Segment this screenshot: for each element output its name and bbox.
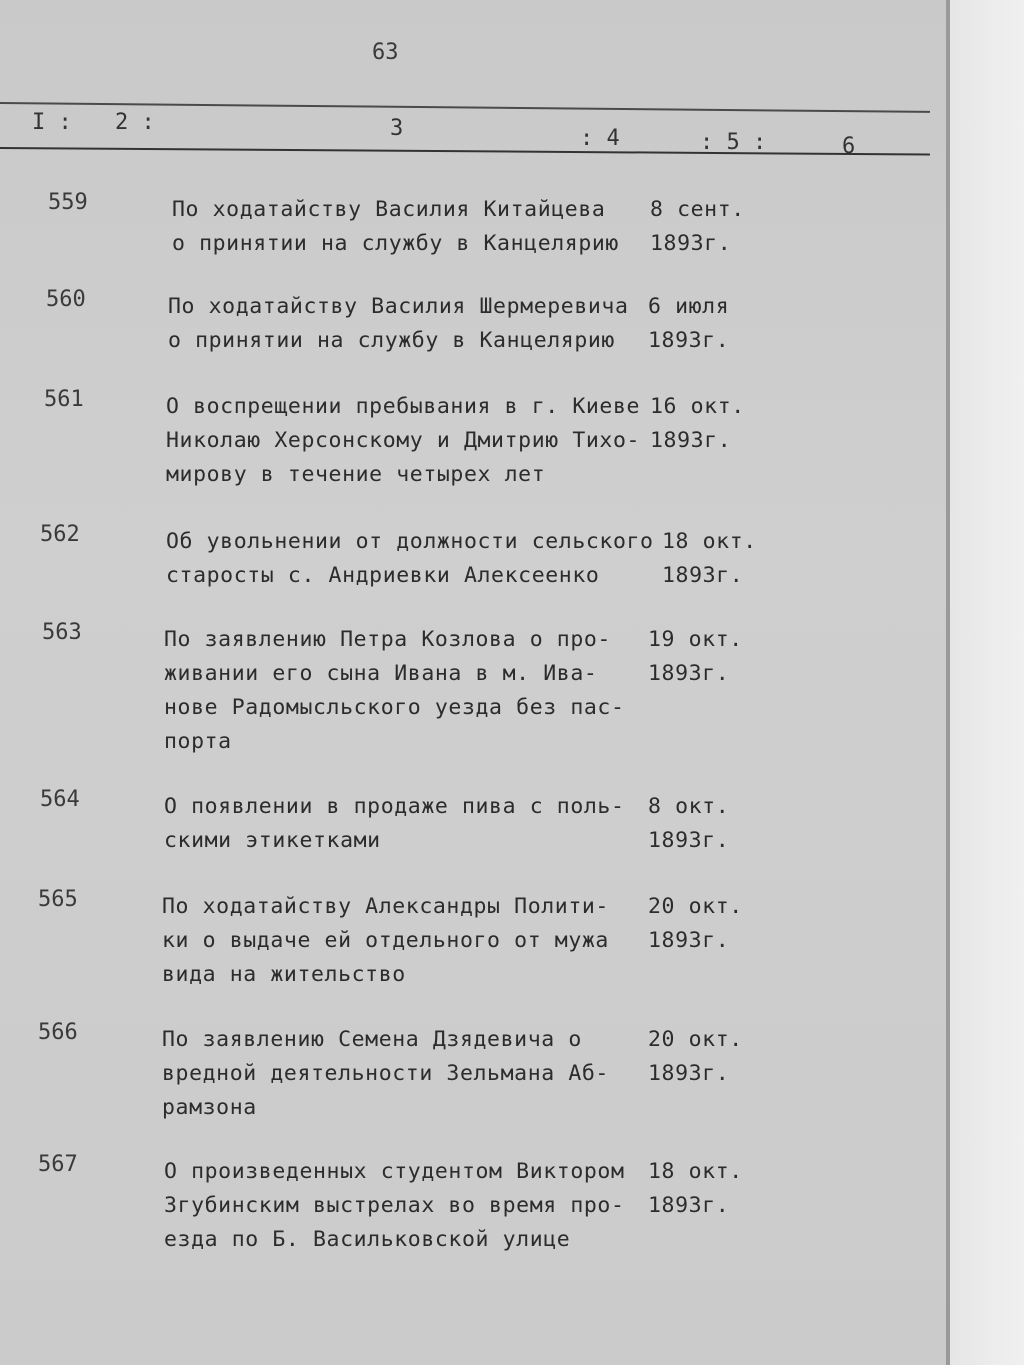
entry-number: 567 — [38, 1152, 78, 1177]
entry-date-line: 20 окт. — [648, 894, 743, 919]
entry-description-line: О воспрещении пребывания в г. Киеве — [166, 394, 641, 419]
entry-date-line: 1893г. — [650, 428, 732, 453]
entry-description-line: езда по Б. Васильковской улице — [164, 1227, 571, 1252]
entry-date-line: 8 окт. — [648, 794, 730, 819]
entry-description-line: вида на жительство — [162, 962, 406, 987]
entry-description-line: мирову в течение четырех лет — [166, 462, 546, 487]
column-header-6: 6 — [842, 134, 856, 159]
entry-description-line: По ходатайству Василия Шермеревича — [168, 294, 629, 319]
background-paper — [950, 0, 1024, 1365]
entry-description-line: о принятии на службу в Канцелярию — [168, 328, 615, 353]
entry-number: 564 — [40, 787, 80, 812]
entry-date-line: 18 окт. — [648, 1159, 743, 1184]
entry-description-line: о принятии на службу в Канцелярию — [172, 231, 619, 256]
entry-number: 566 — [38, 1020, 78, 1045]
entry-date-line: 1893г. — [650, 231, 732, 256]
entry-description-line: Николаю Херсонскому и Дмитрию Тихо- — [166, 428, 641, 453]
entry-description-line: О появлении в продаже пива с поль- — [164, 794, 625, 819]
entry-date-line: 6 июля — [648, 294, 730, 319]
entry-date-line: 1893г. — [648, 661, 730, 686]
entry-description-line: По заявлению Семена Дзядевича о — [162, 1027, 582, 1052]
entry-date-line: 1893г. — [648, 828, 730, 853]
column-header-3: 3 — [390, 116, 404, 141]
page-number: 63 — [372, 40, 399, 65]
entry-date-line: 1893г. — [648, 328, 730, 353]
column-header-4: : 4 — [580, 126, 620, 151]
entry-date-line: 1893г. — [648, 1193, 730, 1218]
column-header-1: I : — [32, 110, 72, 135]
entry-description-line: порта — [164, 729, 232, 754]
entry-date-line: 1893г. — [648, 928, 730, 953]
entry-description-line: По ходатайству Василия Китайцева — [172, 197, 606, 222]
column-header-5: : 5 : — [700, 130, 767, 155]
entry-description-line: По заявлению Петра Козлова о про- — [164, 627, 611, 652]
entry-description-line: О произведенных студентом Виктором — [164, 1159, 625, 1184]
entry-date-line: 20 окт. — [648, 1027, 743, 1052]
entry-date-line: 18 окт. — [662, 529, 757, 554]
entry-number: 563 — [42, 620, 82, 645]
entry-description-line: Згубинским выстрелах во время про- — [164, 1193, 625, 1218]
entry-number: 559 — [48, 190, 88, 215]
column-header-2: 2 : — [115, 110, 155, 135]
entry-date-line: 19 окт. — [648, 627, 743, 652]
entry-description-line: вредной деятельности Зельмана Аб- — [162, 1061, 609, 1086]
entry-date-line: 16 окт. — [650, 394, 745, 419]
entry-number: 562 — [40, 522, 80, 547]
entry-description-line: Об увольнении от должности сельского — [166, 529, 654, 554]
entry-date-line: 1893г. — [662, 563, 744, 588]
entry-description-line: ки о выдаче ей отдельного от мужа — [162, 928, 609, 953]
entry-description-line: живании его сына Ивана в м. Ива- — [164, 661, 598, 686]
entry-description-line: По ходатайству Александры Полити- — [162, 894, 609, 919]
entry-description-line: скими этикетками — [164, 828, 381, 853]
entry-number: 565 — [38, 887, 78, 912]
entry-description-line: старосты с. Андриевки Алексеенко — [166, 563, 600, 588]
entry-description-line: рамзона — [162, 1095, 257, 1120]
entry-number: 561 — [44, 387, 84, 412]
entry-date-line: 1893г. — [648, 1061, 730, 1086]
entry-date-line: 8 сент. — [650, 197, 745, 222]
entry-number: 560 — [46, 287, 86, 312]
entry-description-line: нове Радомысльского уезда без пас- — [164, 695, 625, 720]
